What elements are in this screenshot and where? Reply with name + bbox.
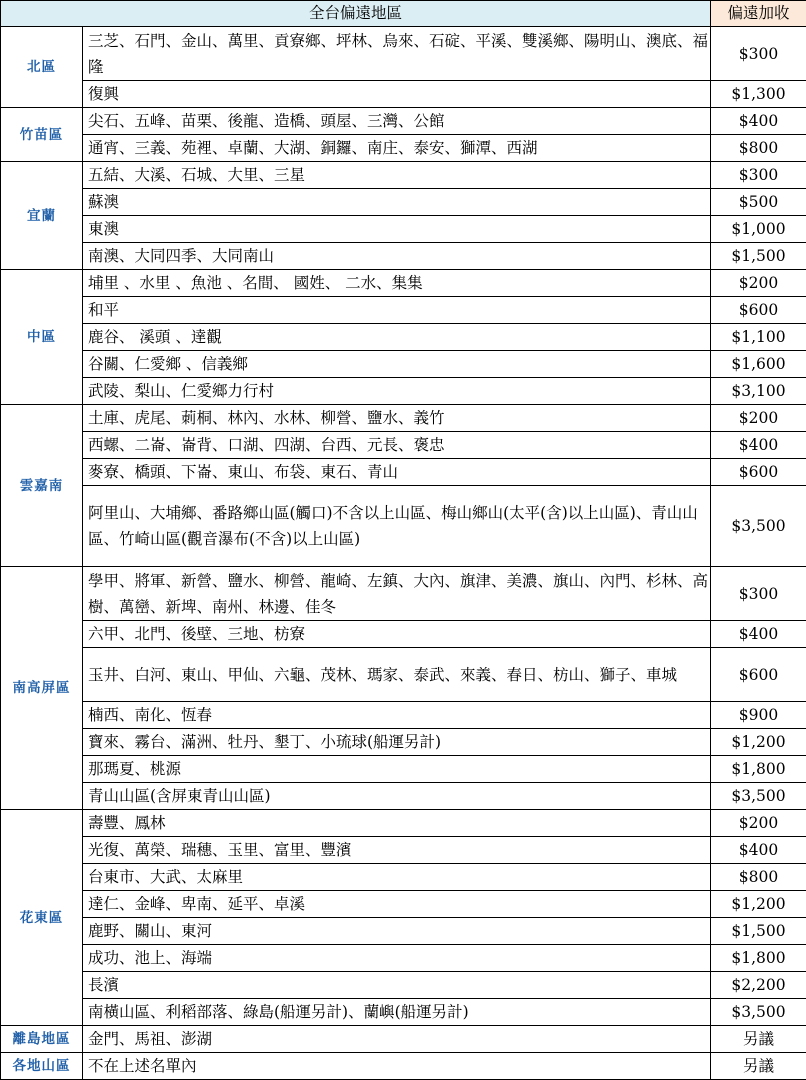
- area-list: 三芝、石門、金山、萬里、貢寮鄉、坪林、烏來、石碇、平溪、雙溪鄉、陽明山、澳底、福隆: [83, 27, 711, 81]
- area-list: 通宵、三義、苑裡、卓蘭、大湖、銅鑼、南庄、泰安、獅潭、西湖: [83, 135, 711, 162]
- table-row: [1, 729, 806, 756]
- area-list: 鹿谷、 溪頭 、達觀: [83, 324, 711, 351]
- area-list: 麥寮、橋頭、下崙、東山、布袋、東石、青山: [83, 459, 711, 486]
- table-row: [1, 1053, 806, 1080]
- area-list: 鹿野、關山、東河: [83, 918, 711, 945]
- area-list: 武陵、梨山、仁愛鄉力行村: [83, 378, 711, 405]
- fee-value: $400: [711, 432, 806, 459]
- table-row: [1, 999, 806, 1026]
- area-list: 和平: [83, 297, 711, 324]
- table-row: [1, 243, 806, 270]
- area-list: 埔里 、水里 、魚池 、名間、 國姓、 二水、集集: [83, 270, 711, 297]
- fee-value: $300: [711, 567, 806, 621]
- table-row: [1, 648, 806, 702]
- table-row: [1, 810, 806, 837]
- fee-value: 另議: [711, 1026, 806, 1053]
- table-row: [1, 945, 806, 972]
- area-list: 金門、馬祖、澎湖: [83, 1026, 711, 1053]
- table-row: [1, 837, 806, 864]
- table-row: [1, 81, 806, 108]
- fee-value: $200: [711, 405, 806, 432]
- area-list: 光復、萬榮、瑞穗、玉里、富里、豐濱: [83, 837, 711, 864]
- area-list: 阿里山、大埔鄉、番路鄉山區(觸口)不含以上山區、梅山鄉山(太平(含)以上山區)、青山山區、竹崎山區(觀音瀑布(不含)以上山區): [83, 486, 711, 567]
- table-row: [1, 756, 806, 783]
- fee-value: $1,600: [711, 351, 806, 378]
- table-row: [1, 27, 806, 81]
- table-row: [1, 864, 806, 891]
- fee-value: $500: [711, 189, 806, 216]
- table-row: [1, 351, 806, 378]
- header-area: 全台偏遠地區: [1, 1, 711, 27]
- table-row: [1, 621, 806, 648]
- fee-value: $1,100: [711, 324, 806, 351]
- table-row: [1, 567, 806, 621]
- fee-value: $800: [711, 135, 806, 162]
- area-list: 那瑪夏、桃源: [83, 756, 711, 783]
- area-list: 學甲、將軍、新營、鹽水、柳營、龍崎、左鎮、大內、旗津、美濃、旗山、內門、杉林、高樹、萬巒、新埤、南州、林邊、佳冬: [83, 567, 711, 621]
- table-row: [1, 972, 806, 999]
- table-row: [1, 1026, 806, 1053]
- table-row: [1, 405, 806, 432]
- fee-value: $200: [711, 270, 806, 297]
- fee-value: $1,800: [711, 756, 806, 783]
- table-row: [1, 108, 806, 135]
- region-name: 北區: [1, 27, 83, 108]
- fee-value: $1,200: [711, 891, 806, 918]
- area-list: 玉井、白河、東山、甲仙、六龜、茂林、瑪家、泰武、來義、春日、枋山、獅子、車城: [83, 648, 711, 702]
- area-list: 壽豐、鳳林: [83, 810, 711, 837]
- fee-value: $1,300: [711, 81, 806, 108]
- area-list: 不在上述名單內: [83, 1053, 711, 1080]
- fee-value: $1,500: [711, 918, 806, 945]
- table-row: [1, 918, 806, 945]
- area-list: 蘇澳: [83, 189, 711, 216]
- fee-value: $600: [711, 459, 806, 486]
- table-row: [1, 432, 806, 459]
- table-row: [1, 324, 806, 351]
- header-row: [1, 1, 806, 27]
- fee-value: $3,500: [711, 999, 806, 1026]
- table-row: [1, 378, 806, 405]
- header-fee: 偏遠加收: [711, 1, 806, 27]
- table-row: [1, 486, 806, 567]
- fee-value: $600: [711, 297, 806, 324]
- fee-value: $300: [711, 27, 806, 81]
- area-list: 南澳、大同四季、大同南山: [83, 243, 711, 270]
- fee-value: $200: [711, 810, 806, 837]
- fee-value: $400: [711, 108, 806, 135]
- area-list: 達仁、金峰、卑南、延平、卓溪: [83, 891, 711, 918]
- region-name: 各地山區: [1, 1053, 83, 1080]
- area-list: 青山山區(含屏東青山山區): [83, 783, 711, 810]
- region-name: 南高屏區: [1, 567, 83, 810]
- area-list: 楠西、南化、恆春: [83, 702, 711, 729]
- area-list: 成功、池上、海端: [83, 945, 711, 972]
- area-list: 長濱: [83, 972, 711, 999]
- area-list: 西螺、二崙、崙背、口湖、四湖、台西、元長、褒忠: [83, 432, 711, 459]
- table-row: [1, 189, 806, 216]
- fee-value: $1,000: [711, 216, 806, 243]
- table-row: [1, 297, 806, 324]
- area-list: 東澳: [83, 216, 711, 243]
- area-list: 谷關、仁愛鄉 、信義鄉: [83, 351, 711, 378]
- fee-value: $1,200: [711, 729, 806, 756]
- area-list: 五結、大溪、石城、大里、三星: [83, 162, 711, 189]
- table-row: [1, 216, 806, 243]
- fee-value: $3,100: [711, 378, 806, 405]
- fee-value: $300: [711, 162, 806, 189]
- area-list: 南橫山區、利稻部落、綠島(船運另計)、蘭嶼(船運另計): [83, 999, 711, 1026]
- fee-value: $900: [711, 702, 806, 729]
- region-name: 雲嘉南: [1, 405, 83, 567]
- fee-value: $800: [711, 864, 806, 891]
- table-row: [1, 702, 806, 729]
- area-list: 復興: [83, 81, 711, 108]
- fee-value: $1,500: [711, 243, 806, 270]
- table-row: [1, 783, 806, 810]
- region-name: 宜蘭: [1, 162, 83, 270]
- region-name: 中區: [1, 270, 83, 405]
- fee-value: $400: [711, 621, 806, 648]
- area-list: 台東市、大武、太麻里: [83, 864, 711, 891]
- area-list: 六甲、北門、後壁、三地、枋寮: [83, 621, 711, 648]
- table-row: [1, 135, 806, 162]
- fee-value: $600: [711, 648, 806, 702]
- fee-value: $3,500: [711, 486, 806, 567]
- area-list: 尖石、五峰、苗栗、後龍、造橋、頭屋、三灣、公館: [83, 108, 711, 135]
- table-row: [1, 270, 806, 297]
- region-name: 離島地區: [1, 1026, 83, 1053]
- table-body: [1, 27, 806, 1080]
- fee-value: $1,800: [711, 945, 806, 972]
- table-row: [1, 459, 806, 486]
- region-name: 花東區: [1, 810, 83, 1026]
- fee-value: $2,200: [711, 972, 806, 999]
- fee-value: 另議: [711, 1053, 806, 1080]
- area-list: 寶來、霧台、滿洲、牡丹、墾丁、小琉球(船運另計): [83, 729, 711, 756]
- fee-value: $400: [711, 837, 806, 864]
- area-list: 土庫、虎尾、莿桐、林內、水林、柳營、鹽水、義竹: [83, 405, 711, 432]
- fee-value: $3,500: [711, 783, 806, 810]
- table-row: [1, 891, 806, 918]
- region-name: 竹苗區: [1, 108, 83, 162]
- table-row: [1, 162, 806, 189]
